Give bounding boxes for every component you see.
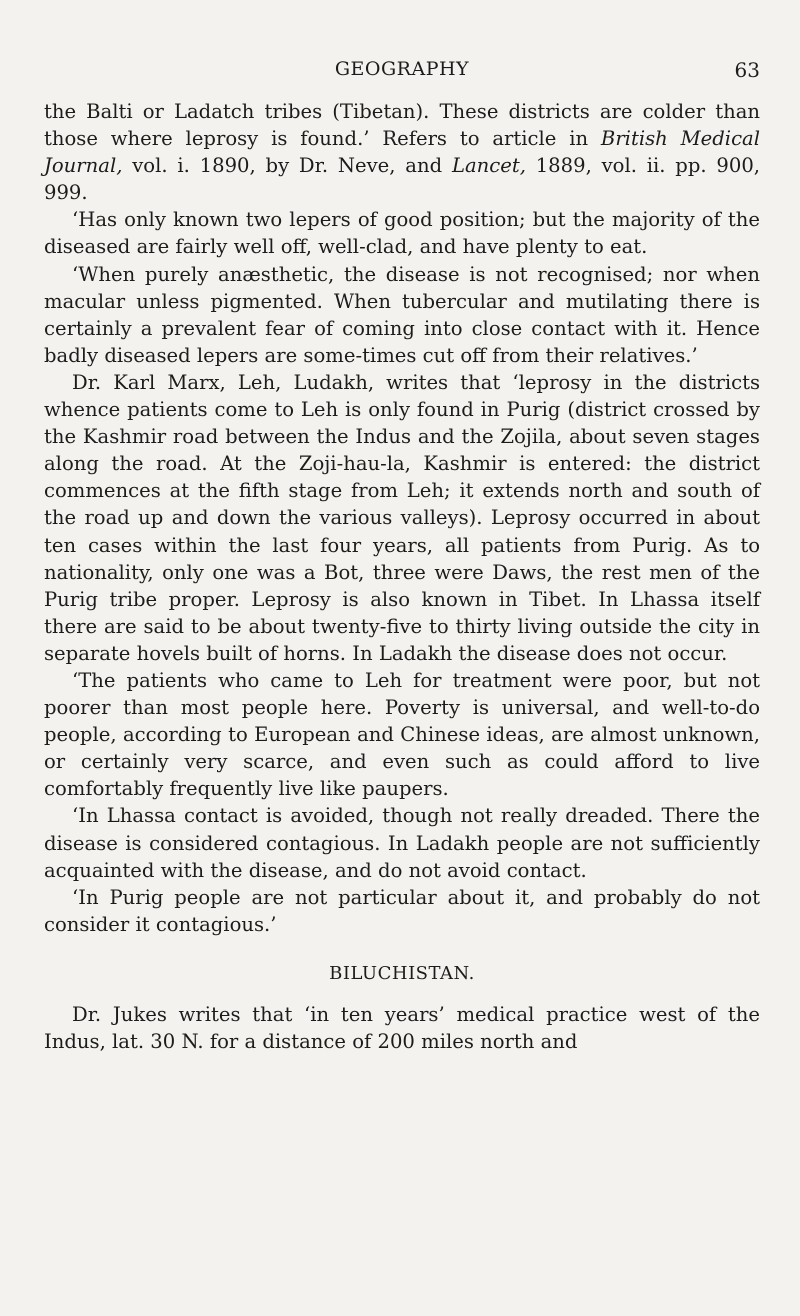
- paragraph: ‘In Purig people are not particular about it, and probably do not consider it contagious.’: [44, 885, 760, 936]
- paragraph: ‘When purely anæsthetic, the disease is not recognised; nor when macular unless pigmented. When tubercular and mutilating there is certainly a prevalent fear of coming into close contact with it. Hence badly diseased lepers are some-times cut off from their relatives.’: [44, 262, 760, 367]
- page-number: 63: [734, 58, 760, 82]
- section-heading: BILUCHISTAN.: [329, 962, 475, 984]
- body-text: [44, 98, 760, 1055]
- paragraph: Dr. Karl Marx, Leh, Ludakh, writes that ‘leprosy in the districts whence patients come to Leh is only found in Purig (district crossed by the Kashmir road between the Indus and the Zojila, about seven stages along the road. At the Zoji-hau-la, Kashmir is entered: the district commences at the fifth stage from Leh; it extends north and south of the road up and down the various valleys). Leprosy occurred in about ten cases within the last four years, all patients from Purig. As to nationality, only one was a Bot, three were Daws, the rest men of the Purig tribe proper. Leprosy is also known in Tibet. In Lhassa itself there are said to be about twenty-five to thirty living outside the city in separate hovels built of horns. In Ladakh the disease does not occur.: [44, 370, 760, 665]
- journal-title: Lancet,: [451, 154, 526, 178]
- paragraph: ‘Has only known two lepers of good position; but the majority of the diseased are fairly well off, well-clad, and have plenty to eat.: [44, 208, 760, 259]
- book-page: [44, 0, 760, 1316]
- paragraph-continuation: the Balti or Ladatch tribes (Tibetan). These districts are colder than those where leprosy is found.’ Refers to article in British Medical Journal, vol. i. 1890, by Dr. Neve, and Lancet, 1889, vol. ii. pp. 900, 999.: [44, 100, 761, 205]
- running-head: [44, 58, 760, 88]
- paragraph: ‘The patients who came to Leh for treatment were poor, but not poorer than most people here. Poverty is universal, and well-to-do people, according to European and Chinese ideas, are almost unknown, or certainly very scarce, and even such as could afford to live comfortably frequently live like paupers.: [44, 668, 760, 801]
- paragraph: ‘In Lhassa contact is avoided, though not really dreaded. There the disease is considered contagious. In Ladakh people are not sufficiently acquainted with the disease, and do not avoid contact.: [44, 804, 760, 882]
- journal-title: British Medical Journal,: [44, 127, 760, 178]
- running-title: GEOGRAPHY: [334, 58, 470, 80]
- paragraph: Dr. Jukes writes that ‘in ten years’ medical practice west of the Indus, lat. 30 N. for a distance of 200 miles north and: [44, 1003, 760, 1054]
